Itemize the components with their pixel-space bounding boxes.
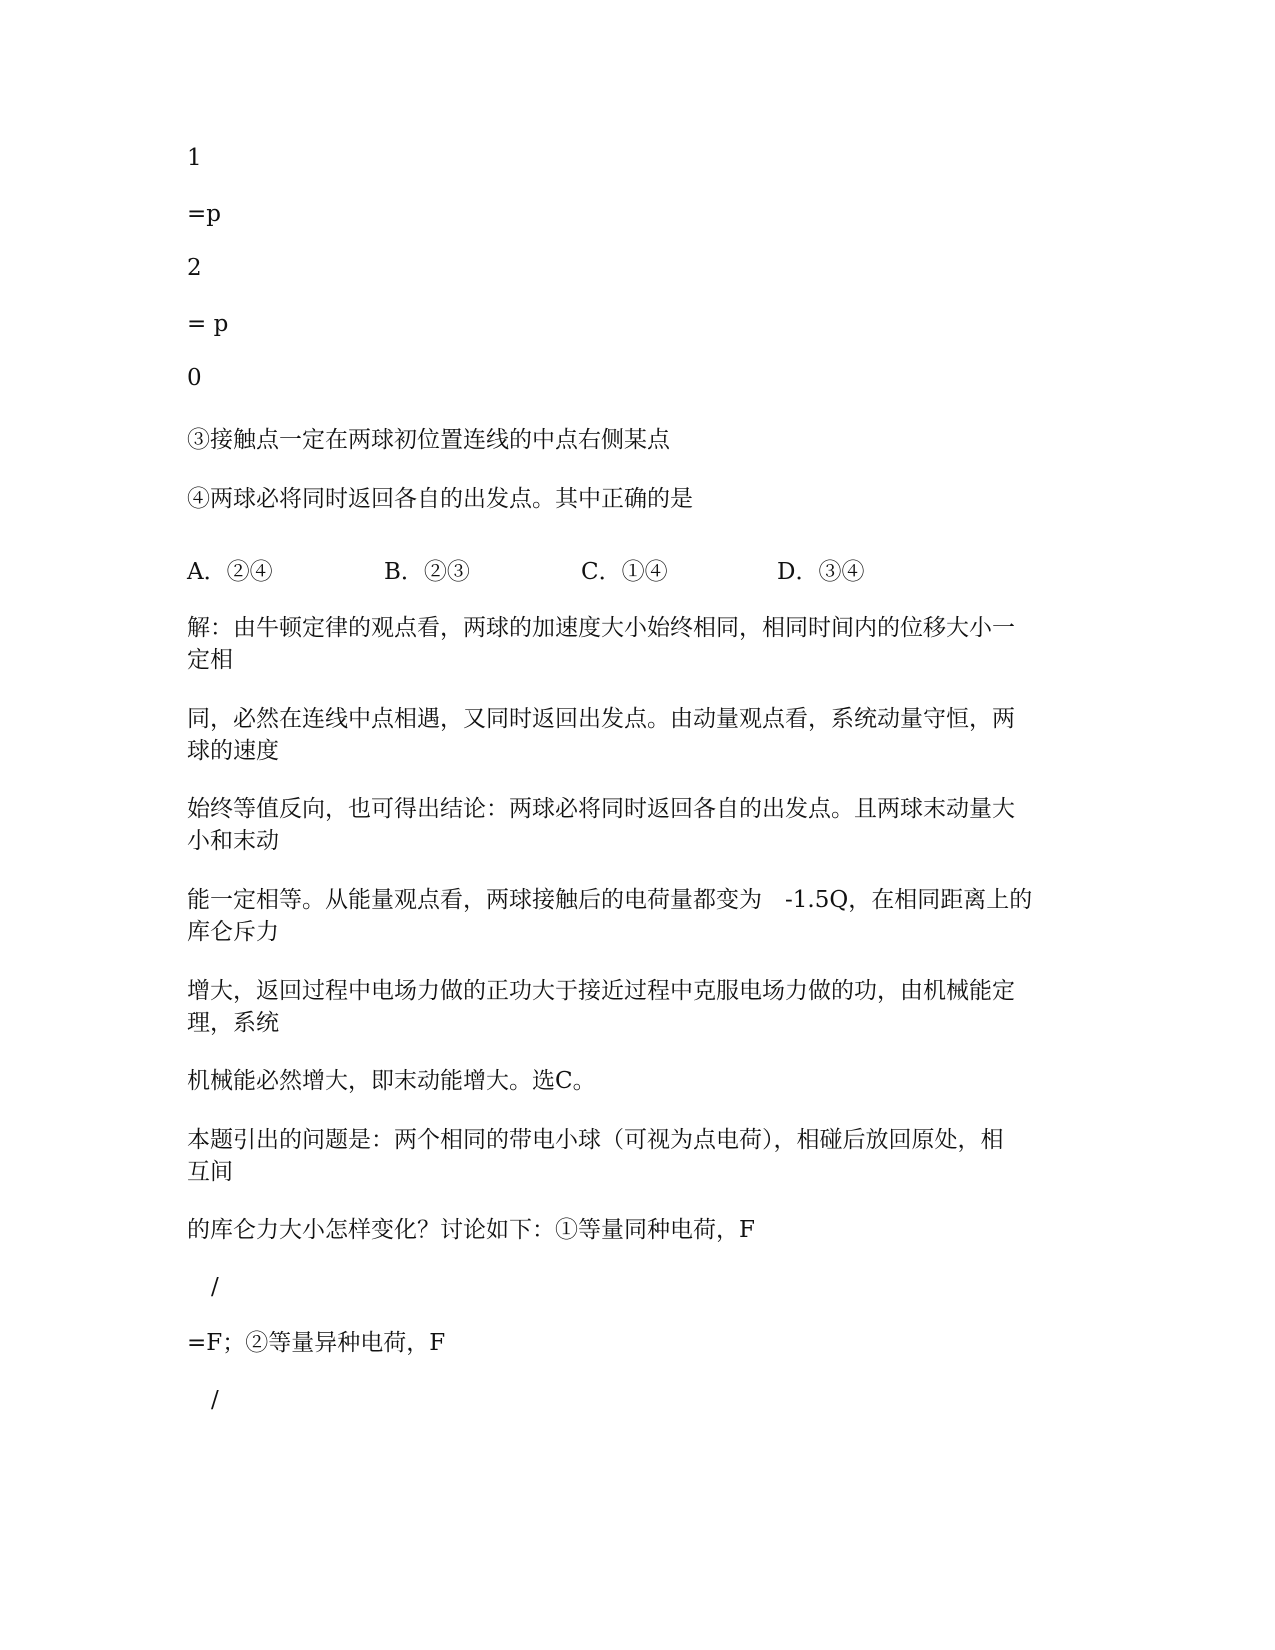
solution-paragraph-4 xyxy=(187,884,1097,948)
conclusion-line: 机械能必然增大，即末动能增大。选C。 xyxy=(187,1068,596,1094)
solution-line: 小和末动 xyxy=(187,828,279,854)
solution-line: 理，系统 xyxy=(187,1010,279,1036)
solution-line: 球的速度 xyxy=(187,738,279,764)
text-line-2: =p xyxy=(187,201,221,227)
solution-line: 同，必然在连线中点相遇，又同时返回出发点。由动量观点看，系统动量守恒，两 xyxy=(187,706,1015,732)
solution-line: 始终等值反向，也可得出结论：两球必将同时返回各自的出发点。且两球末动量大 xyxy=(187,796,1015,822)
solution-paragraph-5 xyxy=(187,975,1097,1039)
option-c: C．①④ xyxy=(581,559,668,585)
statement-3: ③接触点一定在两球初位置连线的中点右侧某点 xyxy=(187,427,670,453)
discussion-line-2: =F；②等量异种电荷，F xyxy=(187,1330,446,1356)
option-d: D．③④ xyxy=(777,559,865,585)
text-line-5: 0 xyxy=(187,365,202,391)
followup-line: 本题引出的问题是：两个相同的带电小球（可视为点电荷），相碰后放回原处，相 xyxy=(187,1127,1004,1153)
option-a: A．②④ xyxy=(187,559,273,585)
answer-options xyxy=(187,556,1087,588)
solution-paragraph-3 xyxy=(187,793,1097,857)
solution-line: 增大，返回过程中电场力做的正功大于接近过程中克服电场力做的功，由机械能定 xyxy=(187,978,1015,1004)
discussion-line-1: 的库仑力大小怎样变化？讨论如下：①等量同种电荷，F xyxy=(187,1217,755,1243)
text-line-1: 1 xyxy=(187,145,202,171)
superscript-slash-1: / xyxy=(211,1274,219,1300)
statement-4: ④两球必将同时返回各自的出发点。其中正确的是 xyxy=(187,486,693,512)
solution-line: 定相 xyxy=(187,647,233,673)
solution-line: 库仑斥力 xyxy=(187,919,279,945)
solution-line: 解：由牛顿定律的观点看，两球的加速度大小始终相同，相同时间内的位移大小一 xyxy=(187,615,1015,641)
superscript-slash-2: / xyxy=(211,1387,219,1413)
followup-paragraph xyxy=(187,1124,1097,1188)
solution-paragraph-2 xyxy=(187,703,1097,767)
solution-paragraph-1 xyxy=(187,612,1097,676)
solution-line: 能一定相等。从能量观点看，两球接触后的电荷量都变为 -1.5Q，在相同距离上的 xyxy=(187,887,1033,913)
followup-line: 互间 xyxy=(187,1159,233,1185)
text-line-4: = p xyxy=(187,311,229,337)
option-b: B．②③ xyxy=(384,559,470,585)
text-line-3: 2 xyxy=(187,255,202,281)
